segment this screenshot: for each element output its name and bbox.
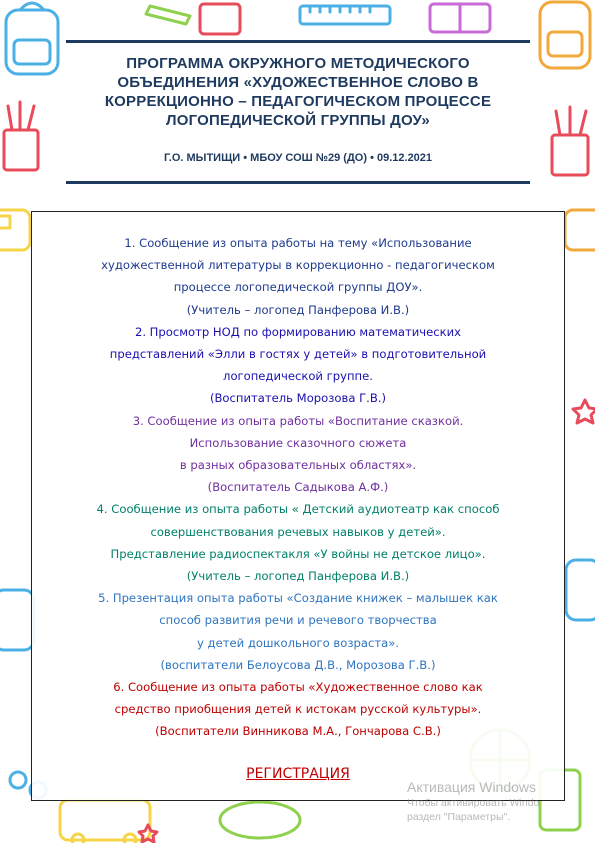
program-item-line: 6. Сообщение из опыта работы «Художественное слово как [113, 680, 483, 695]
program-item [38, 232, 558, 321]
pencil-cup-icon [4, 102, 38, 170]
program-item-line: 5. Презентация опыта работы «Создание книжек – малышек как [98, 591, 498, 606]
notebook-icon [200, 4, 240, 34]
program-item-line: художественной литературы в коррекционно - педагогическом [101, 258, 495, 273]
program-item-line: представлений «Элли в гостях у детей» в подготовительной [109, 347, 487, 362]
program-item-line: способ развития речи и речевого творчества [159, 613, 437, 628]
backpack-icon [540, 2, 590, 68]
location-date-subtitle: Г.О. МЫТИЩИ • МБОУ СОШ №29 (ДО) • 09.12.2021 [163, 152, 433, 164]
bus-icon [60, 800, 150, 843]
title-line: КОРРЕКЦИОННО – ПЕДАГОГИЧЕСКОМ ПРОЦЕССЕ [104, 93, 492, 110]
program-item-line: 3. Сообщение из опыта работы «Воспитание сказкой. [132, 413, 464, 428]
program-item [38, 587, 558, 676]
bus-icon [565, 210, 595, 250]
backpack-icon [6, 3, 58, 74]
title-line: ПРОГРАММА ОКРУЖНОГО МЕТОДИЧЕСКОГО [126, 55, 470, 72]
star-icon [573, 400, 595, 423]
palette-icon [220, 802, 300, 838]
program-list [38, 232, 558, 743]
program-item [38, 498, 558, 587]
ruler-icon [300, 6, 390, 24]
program-item-line: (Воспитатель Морозова Г.В.) [209, 391, 387, 406]
program-item-line: (Воспитатели Винникова М.А., Гончарова С.В.) [155, 724, 441, 739]
program-item-line: (Учитель – логопед Панферова И.В.) [186, 569, 410, 584]
backpack-icon [566, 560, 595, 620]
program-item-line: совершенствования речевых навыков у детей». [150, 524, 446, 539]
program-item-line: 1. Сообщение из опыта работы на тему «Использование [124, 236, 472, 250]
program-item-line: (Воспитатель Садыкова А.Ф.) [207, 480, 389, 495]
title-line: ОБЪЕДИНЕНИЯ «ХУДОЖЕСТВЕННОЕ СЛОВО В [117, 74, 479, 91]
program-item-line: 4. Сообщение из опыта работы « Детский аудиотеатр как способ [96, 502, 500, 517]
program-item [38, 676, 558, 743]
header-panel [66, 40, 530, 184]
title-line: ЛОГОПЕДИЧЕСКОЙ ГРУППЫ ДОУ» [166, 112, 430, 129]
program-item-line: у детей дошкольного возраста». [197, 635, 399, 650]
program-item-line: в разных образовательных областях». [179, 458, 417, 473]
program-item-line: средство приобщения детей к истокам русской культуры». [114, 702, 482, 717]
pencil-cup-icon [552, 107, 588, 175]
header-bottom-rule [66, 181, 530, 184]
program-item-line: (Учитель – логопед Панферова И.В.) [186, 302, 410, 317]
header-top-rule [66, 40, 530, 43]
windows-activation-watermark [407, 778, 595, 824]
program-item-line: Использование сказочного сюжета [189, 435, 407, 450]
registration-link[interactable]: РЕГИСТРАЦИЯ [246, 766, 350, 782]
program-item [38, 410, 558, 499]
program-item-line: логопедической группе. [223, 369, 373, 384]
watermark-line: Активация Windows [407, 779, 537, 795]
program-item-line: 2. Просмотр НОД по формированию математических [134, 324, 462, 339]
program-list-panel [31, 211, 565, 801]
backpack-icon [0, 590, 34, 650]
watermark-line: Чтобы активировать Windo [407, 797, 540, 809]
program-item-line: процессе логопедической группы ДОУ». [173, 280, 423, 295]
watermark-line: раздел "Параметры". [407, 811, 511, 823]
book-icon [430, 4, 490, 32]
bus-icon [0, 210, 30, 250]
program-item-line: (воспитатели Белоусова Д.В., Морозова Г.В.) [160, 657, 436, 672]
program-item [38, 321, 558, 410]
program-title [74, 54, 522, 130]
program-item-line: Представление радиоспектакля «У войны не детское лицо». [110, 546, 486, 561]
star-icon [139, 825, 157, 842]
pencil-icon [146, 6, 190, 24]
